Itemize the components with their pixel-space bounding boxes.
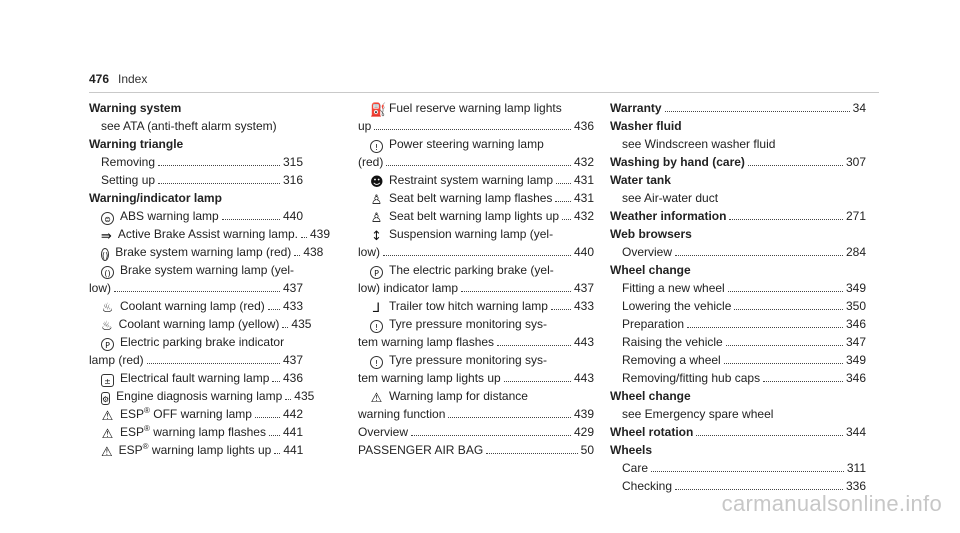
index-entry: ! Tyre pressure monitoring sys- tem warning lamp lights up 443	[358, 353, 594, 385]
index-entry: ⇛ Active Brake Assist warning lamp. 439	[101, 227, 331, 244]
index-entry: Removing a wheel 349	[622, 353, 866, 367]
index-entry: ± Electrical fault warning lamp 436	[89, 369, 303, 387]
index-entry: () Brake system warning lamp (yel- low) 437	[89, 263, 303, 295]
index-entry: ♙ Seat belt warning lamp lights up 432	[370, 209, 594, 226]
index-entry: Fitting a new wheel 349	[622, 281, 866, 295]
index-heading: Wheel change	[610, 389, 691, 403]
index-heading: Wheel change	[610, 263, 691, 277]
index-entry: ⚠ Warning lamp for distance warning function 439	[358, 389, 594, 421]
brake-system-icon: ()	[101, 248, 109, 261]
index-heading: Web browsers	[610, 227, 692, 241]
index-heading: Warranty 34	[610, 101, 866, 115]
see-reference: see Emergency spare wheel	[622, 407, 774, 421]
airbag-icon: ☻	[370, 175, 384, 190]
page-ref: 315	[282, 155, 303, 169]
brake-assist-icon: ⇛	[101, 229, 112, 244]
index-entry: P Electric parking brake indicator lamp (red) 437	[89, 335, 303, 367]
see-reference: see Air-water duct	[622, 191, 719, 205]
index-entry: Overview 429	[358, 425, 594, 439]
page-ref: 316	[282, 173, 303, 187]
index-entry: ⊜ ABS warning lamp 440	[89, 207, 303, 225]
coolant-icon: ♨	[101, 301, 114, 316]
page-number: 476	[89, 72, 110, 86]
seat-belt-icon: ♙	[370, 193, 383, 208]
index-heading: Wheels	[610, 443, 653, 457]
index-heading: Washer fluid	[610, 119, 682, 133]
brake-system-icon: ()	[101, 266, 114, 279]
index-entry: Raising the vehicle 347	[622, 335, 866, 349]
esp-icon: ⚠	[101, 427, 114, 442]
steering-icon: !	[370, 140, 383, 153]
index-entry: ♨ Coolant warning lamp (yellow) 435	[101, 317, 312, 334]
tyre-pressure-icon: !	[370, 356, 383, 369]
fuel-icon: ⛽	[370, 103, 387, 118]
engine-icon: ⚙	[101, 392, 110, 405]
index-entry: Removing/fitting hub caps 346	[622, 371, 866, 385]
index-entry: PASSENGER AIR BAG 50	[358, 443, 594, 457]
index-entry: Checking 336	[622, 479, 866, 493]
watermark: carmanualsonline.info	[721, 491, 942, 516]
index-entry: ⚠ ESP® warning lamp flashes 441	[101, 424, 303, 442]
index-entry: Lowering the vehicle 350	[622, 299, 866, 313]
index-entry: () Brake system warning lamp (red) 438	[102, 245, 324, 260]
coolant-icon: ♨	[101, 319, 113, 334]
see-reference: see ATA (anti-theft alarm system)	[101, 119, 277, 133]
index-entry: Removing 315	[101, 155, 303, 169]
index-heading: Warning triangle	[89, 137, 184, 151]
distance-warning-icon: ⚠	[370, 391, 383, 406]
index-entry: ! Tyre pressure monitoring sys- tem warning lamp flashes 443	[358, 317, 594, 349]
index-entry: P The electric parking brake (yel- low) indicator lamp 437	[358, 263, 594, 295]
index-entry: ⅃ Trailer tow hitch warning lamp 433	[358, 297, 594, 315]
index-entry: ♙ Seat belt warning lamp flashes 431	[370, 191, 594, 208]
index-heading: Wheel rotation 344	[610, 425, 866, 439]
battery-icon: ±	[101, 374, 114, 387]
suspension-icon: ↕	[371, 229, 382, 244]
index-entry: Preparation 346	[622, 317, 866, 331]
page-label: Index	[118, 72, 148, 86]
tyre-pressure-icon: !	[370, 320, 383, 333]
index-entry: Care 311	[622, 461, 866, 475]
index-heading: Warning/indicator lamp	[89, 191, 222, 205]
index-heading: Warning system	[89, 101, 182, 115]
page-header	[89, 70, 879, 93]
index-entry: ⚠ ESP® warning lamp lights up 441	[101, 442, 304, 460]
index-entry: Overview 284	[622, 245, 866, 259]
parking-brake-icon: P	[101, 338, 114, 351]
esp-icon: ⚠	[101, 445, 113, 460]
index-entry: ⚙ Engine diagnosis warning lamp 435	[102, 389, 315, 404]
trailer-hitch-icon: ⅃	[372, 301, 381, 316]
seat-belt-icon: ♙	[370, 211, 383, 226]
index-entry: ⛽ Fuel reserve warning lamp lights up 436	[358, 101, 594, 133]
index-heading: Weather information 271	[610, 209, 866, 223]
index-entry: ! Power steering warning lamp (red) 432	[358, 137, 594, 169]
index-heading: Water tank	[610, 173, 671, 187]
index-heading: Washing by hand (care) 307	[610, 155, 866, 169]
index-entry: ⚠ ESP® OFF warning lamp 442	[101, 406, 303, 424]
index-entry: ♨ Coolant warning lamp (red) 433	[101, 299, 303, 316]
index-column-1	[89, 99, 331, 460]
esp-off-icon: ⚠	[101, 409, 114, 424]
index-entry: ☻ Restraint system warning lamp 431	[370, 173, 594, 190]
index-entry: Setting up 316	[101, 173, 303, 187]
index-column-2	[358, 99, 594, 459]
parking-brake-icon: P	[370, 266, 383, 279]
see-reference: see Windscreen washer fluid	[622, 137, 776, 151]
abs-icon: ⊜	[101, 212, 114, 225]
index-entry: ↕ Suspension warning lamp (yel- low) 440	[358, 227, 594, 259]
index-column-3	[610, 99, 866, 495]
